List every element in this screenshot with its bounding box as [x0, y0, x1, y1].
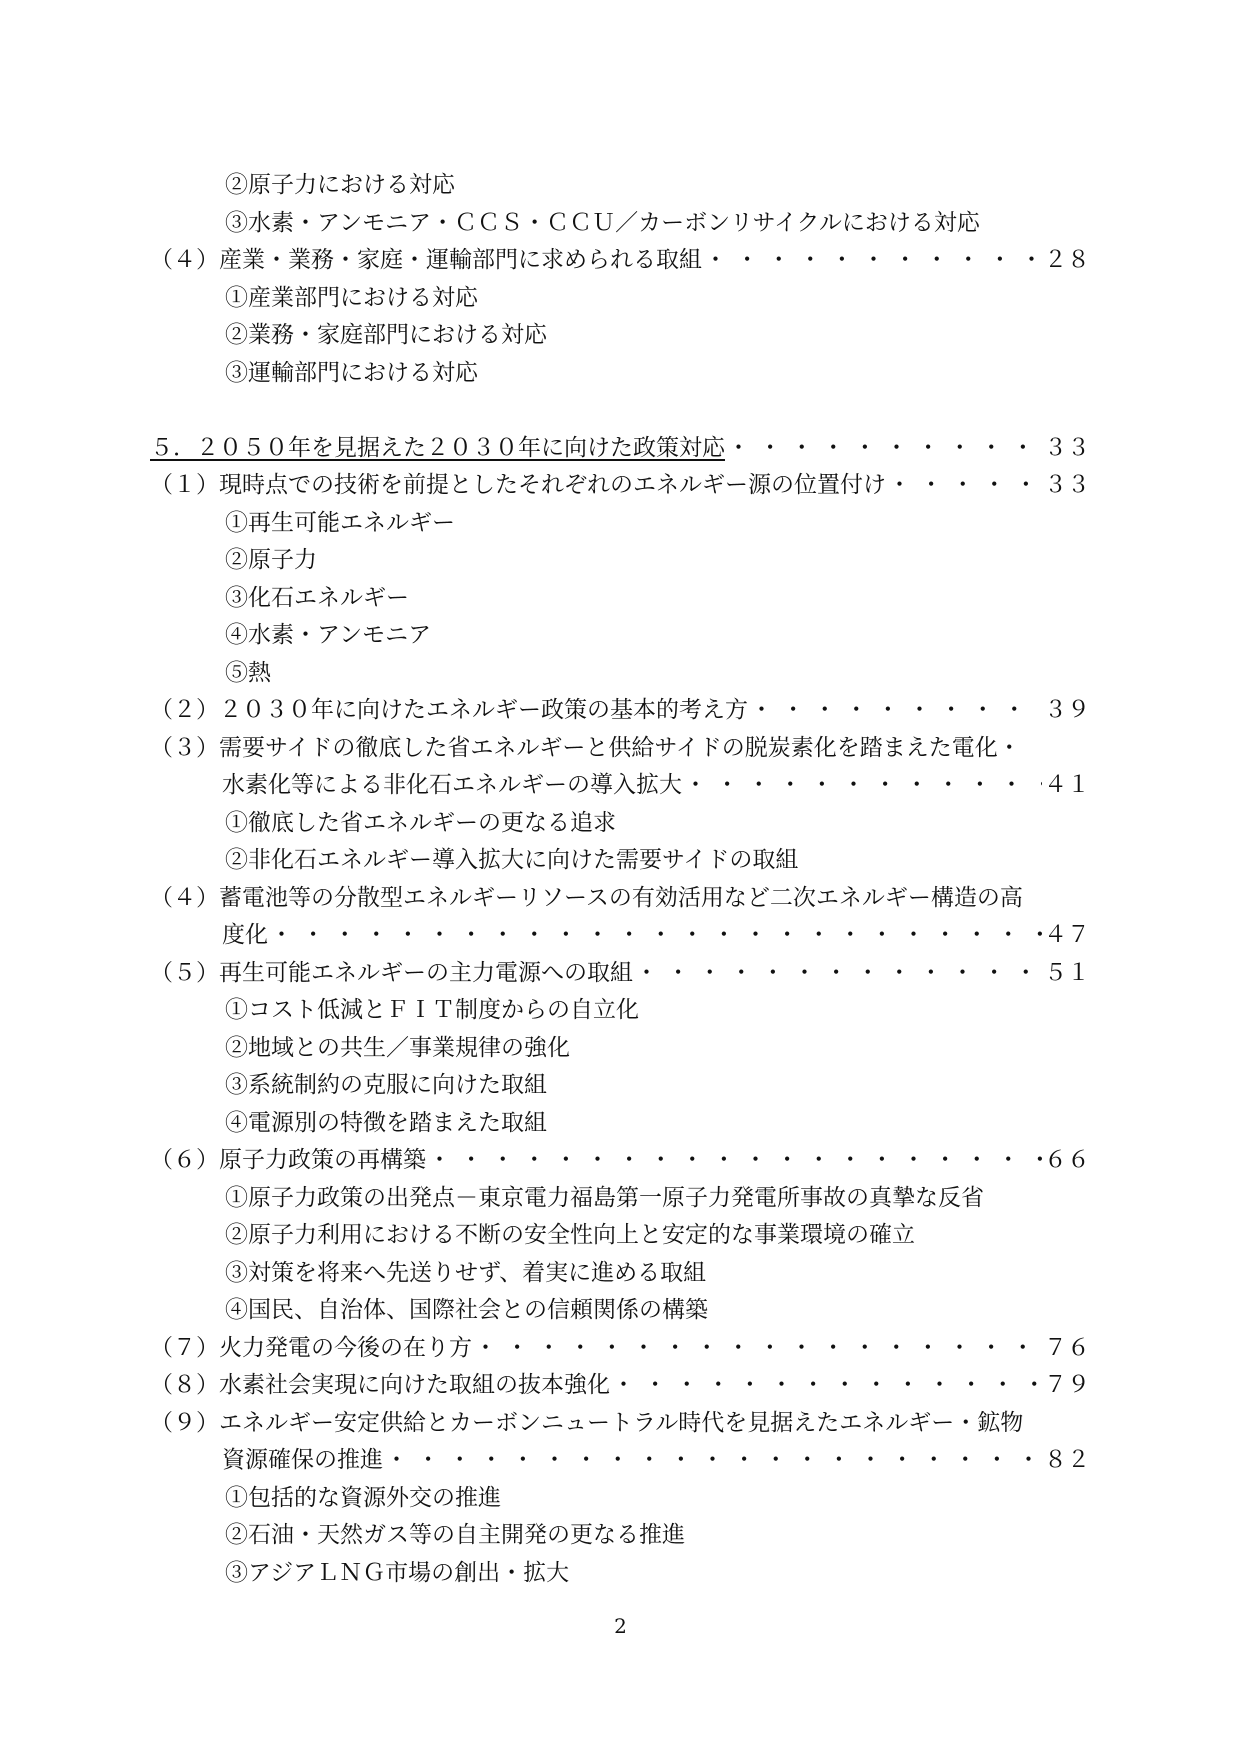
toc-entry [150, 1030, 1090, 1068]
dot-leader [702, 242, 1042, 280]
toc-entry-text: ①再生可能エネルギー [225, 509, 455, 536]
toc-entry [150, 1105, 1090, 1143]
toc-entry-text: ③対策を将来へ先送りせず、着実に進める取組 [225, 1259, 707, 1286]
toc-entry [150, 1180, 1090, 1218]
toc-entry [150, 1217, 1090, 1255]
toc-entry-text: （３）需要サイドの徹底した省エネルギーと供給サイドの脱炭素化を踏まえた電化・ [150, 734, 1021, 761]
dot-leader [383, 1442, 1042, 1480]
toc-entry [150, 880, 1090, 918]
toc-entry-text: （９）エネルギー安定供給とカーボンニュートラル時代を見据えたエネルギー・鉱物 [150, 1409, 1024, 1436]
toc-entry [150, 955, 1090, 993]
toc-entry-text: ①徹底した省エネルギーの更なる追求 [225, 809, 616, 836]
toc-section-heading [150, 430, 1090, 468]
dot-leader [472, 1330, 1042, 1368]
toc-entry-text: （５）再生可能エネルギーの主力電源への取組 [150, 959, 633, 986]
toc-entry-text: （７）火力発電の今後の在り方 [150, 1334, 472, 1361]
toc-entry-text: ②地域との共生／事業規律の強化 [225, 1034, 570, 1061]
toc-entry-text: （６）原子力政策の再構築 [150, 1147, 426, 1173]
toc-entry [150, 280, 1090, 318]
toc-entry [150, 1480, 1090, 1518]
table-of-contents [150, 167, 1090, 1592]
toc-entry-text: （４）蓄電池等の分散型エネルギーリソースの有効活用など二次エネルギー構造の高 [150, 884, 1023, 911]
toc-entry-text: 資源確保の推進 [222, 1447, 383, 1473]
toc-entry-text: ②石油・天然ガス等の自主開発の更なる推進 [225, 1522, 685, 1548]
toc-entry [150, 730, 1090, 768]
dot-leader [268, 917, 1042, 955]
toc-entry [150, 580, 1090, 618]
toc-entry [150, 842, 1090, 880]
toc-entry-page: ７６ [1044, 1334, 1090, 1361]
toc-entry-text: （４）産業・業務・家庭・運輸部門に求められる取組 [150, 247, 702, 273]
toc-entry [150, 692, 1090, 730]
toc-entry [150, 1292, 1090, 1330]
dot-leader [610, 1367, 1042, 1405]
dot-leader [886, 467, 1042, 505]
toc-entry-text: ④電源別の特徴を踏まえた取組 [225, 1109, 547, 1136]
toc-entry-text: ②業務・家庭部門における対応 [225, 322, 547, 348]
toc-entry-page: ３９ [1044, 697, 1090, 723]
toc-entry-text: 水素化等による非化石エネルギーの導入拡大 [222, 772, 682, 798]
toc-entry-text: （２）２０３０年に向けたエネルギー政策の基本的考え方 [150, 697, 748, 723]
blank-line [150, 392, 1090, 430]
toc-entry-text: ①包括的な資源外交の推進 [225, 1484, 501, 1511]
dot-leader [725, 430, 1042, 468]
toc-entry [150, 1367, 1090, 1405]
toc-entry-text: （１）現時点での技術を前提としたそれぞれのエネルギー源の位置付け [150, 472, 886, 498]
dot-leader [682, 767, 1042, 805]
toc-entry-continuation [150, 767, 1090, 805]
toc-entry-text: ③水素・アンモニア・ＣＣＳ・ＣＣＵ／カーボンリサイクルにおける対応 [225, 209, 980, 236]
toc-entry-text: ②原子力における対応 [225, 172, 455, 198]
toc-entry-text: ①コスト低減とＦＩＴ制度からの自立化 [225, 997, 639, 1023]
toc-entry [150, 205, 1090, 243]
toc-entry [150, 317, 1090, 355]
toc-entry [150, 617, 1090, 655]
toc-entry [150, 1555, 1090, 1593]
toc-entry-text: ①産業部門における対応 [225, 284, 478, 311]
toc-entry [150, 505, 1090, 543]
toc-entry-text: ①原子力政策の出発点－東京電力福島第一原子力発電所事故の真摯な反省 [225, 1184, 984, 1211]
toc-entry [150, 805, 1090, 843]
toc-entry-text: ④国民、自治体、国際社会との信頼関係の構築 [225, 1297, 708, 1323]
toc-entry-text: ②原子力利用における不断の安全性向上と安定的な事業環境の確立 [225, 1222, 915, 1248]
toc-entry [150, 1067, 1090, 1105]
toc-entry [150, 467, 1090, 505]
toc-entry-page: ４１ [1044, 772, 1090, 798]
toc-entry [150, 1517, 1090, 1555]
toc-entry-page: ４７ [1044, 922, 1090, 948]
toc-entry-text: ③アジアＬＮＧ市場の創出・拡大 [225, 1559, 570, 1586]
toc-entry [150, 1405, 1090, 1443]
toc-entry [150, 1255, 1090, 1293]
toc-entry-page: ６６ [1044, 1147, 1090, 1173]
toc-entry-page: ８２ [1044, 1447, 1090, 1473]
toc-entry [150, 355, 1090, 393]
dot-leader [426, 1142, 1042, 1180]
toc-entry [150, 992, 1090, 1030]
toc-entry [150, 542, 1090, 580]
toc-entry-text: ④水素・アンモニア [225, 622, 432, 648]
toc-entry-continuation [150, 1442, 1090, 1480]
dot-leader [633, 955, 1042, 993]
toc-entry [150, 167, 1090, 205]
toc-section-heading-text: ５．２０５０年を見据えた２０３０年に向けた政策対応 [150, 434, 725, 461]
toc-entry-text: ⑤熱 [225, 659, 271, 686]
toc-entry [150, 1330, 1090, 1368]
toc-entry-text: ③系統制約の克服に向けた取組 [225, 1072, 547, 1098]
toc-entry-text: ③運輸部門における対応 [225, 359, 478, 386]
toc-entry [150, 655, 1090, 693]
toc-entry-page: ３３ [1044, 434, 1090, 461]
toc-entry-page: ２８ [1044, 247, 1090, 273]
toc-entry-text: （８）水素社会実現に向けた取組の抜本強化 [150, 1372, 610, 1398]
toc-entry-continuation [150, 917, 1090, 955]
toc-entry [150, 242, 1090, 280]
toc-entry-text: ②非化石エネルギー導入拡大に向けた需要サイドの取組 [225, 847, 799, 873]
toc-entry-page: ３３ [1044, 472, 1090, 498]
dot-leader [748, 692, 1042, 730]
toc-entry-text: ②原子力 [225, 547, 317, 573]
toc-entry-text: ③化石エネルギー [225, 584, 409, 611]
toc-entry-page: ５１ [1044, 959, 1090, 986]
toc-entry-page: ７９ [1044, 1372, 1090, 1398]
toc-entry [150, 1142, 1090, 1180]
page-number: 2 [614, 1614, 627, 1638]
toc-entry-text: 度化 [222, 922, 268, 948]
